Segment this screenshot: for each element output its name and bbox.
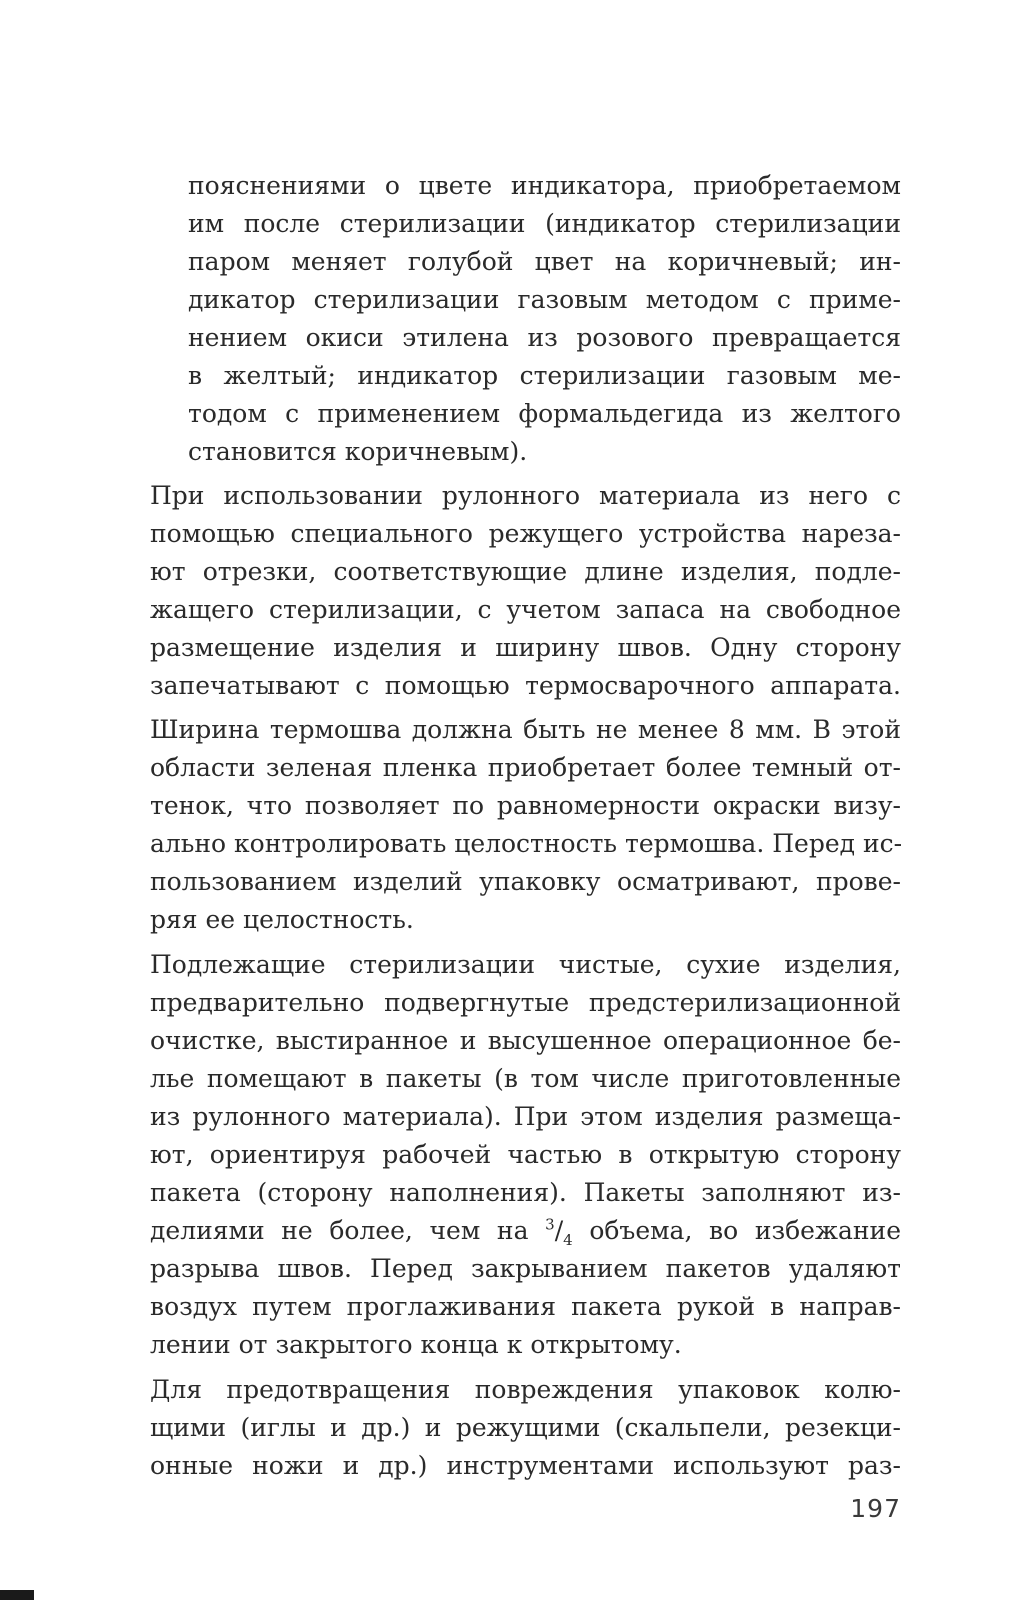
text-line: дикатор стерилизации газовым методом с приме-: [188, 285, 901, 314]
text-line: щими (иглы и др.) и режущими (скальпели, резекци-: [150, 1413, 901, 1442]
text-fragment: объема, во избежание: [589, 1216, 901, 1245]
text-line: запечатывают с помощью термосварочного аппарата.: [150, 671, 901, 700]
text-line: очистке, выстиранное и высушенное операционное бе-: [150, 1026, 901, 1055]
fraction-slash: /: [554, 1216, 564, 1245]
text-line: паром меняет голубой цвет на коричневый; ин-: [188, 247, 901, 276]
text-line: из рулонного материала). При этом изделия размеща-: [150, 1102, 901, 1131]
text-line: Подлежащие стерилизации чистые, сухие изделия,: [150, 950, 901, 979]
text-fragment: делиями не более, чем на: [150, 1216, 529, 1245]
text-line: ют отрезки, соответствующие длине изделия, подле-: [150, 557, 901, 586]
text-line: пакета (сторону наполнения). Пакеты заполняют из-: [150, 1178, 901, 1207]
text-line: нением окиси этилена из розового превращается: [188, 323, 901, 352]
text-line: размещение изделия и ширину швов. Одну сторону: [150, 633, 901, 662]
text-line: тодом с применением формальдегида из желтого: [188, 399, 901, 428]
text-line-with-fraction: [150, 1212, 901, 1250]
text-line: онные ножи и др.) инструментами используют раз-: [150, 1451, 901, 1480]
text-line: Для предотвращения повреждения упаковок колю-: [150, 1375, 901, 1404]
text-line: разрыва швов. Перед закрыванием пакетов удаляют: [150, 1254, 901, 1283]
text-line: им после стерилизации (индикатор стерилизации: [188, 209, 901, 238]
text-line: ряя ее целостность.: [150, 905, 414, 934]
text-line: предварительно подвергнутые предстерилизационной: [150, 988, 901, 1017]
text-line: становится коричневым).: [188, 437, 528, 466]
text-line: области зеленая пленка приобретает более темный от-: [150, 753, 901, 782]
text-line: ально контролировать целостность термошва. Перед ис-: [150, 829, 903, 858]
scan-edge-mark: [0, 1590, 34, 1600]
fraction-denominator: 4: [563, 1231, 573, 1249]
text-line: тенок, что позволяет по равномерности окраски визу-: [150, 791, 901, 820]
text-line: ют, ориентируя рабочей частью в открытую сторону: [150, 1140, 901, 1169]
text-line: в желтый; индикатор стерилизации газовым ме-: [188, 361, 901, 390]
text-line: воздух путем проглаживания пакета рукой в направ-: [150, 1292, 901, 1321]
text-line: Ширина термошва должна быть не менее 8 мм. В этой: [150, 715, 901, 744]
fraction-numerator: 3: [545, 1215, 555, 1234]
text-line: пользованием изделий упаковку осматривают, прове-: [150, 867, 901, 896]
text-line: При использовании рулонного материала из него с: [150, 481, 901, 510]
text-line: пояснениями о цвете индикатора, приобретаемом: [188, 171, 901, 200]
text-line: жащего стерилизации, с учетом запаса на свободное: [150, 595, 901, 624]
text-line: помощью специального режущего устройства нареза-: [150, 519, 901, 548]
page-number: 197: [850, 1494, 901, 1523]
fraction: [545, 1215, 573, 1249]
text-line: лении от закрытого конца к открытому.: [150, 1330, 682, 1359]
text-line: лье помещают в пакеты (в том числе приготовленные: [150, 1064, 901, 1093]
